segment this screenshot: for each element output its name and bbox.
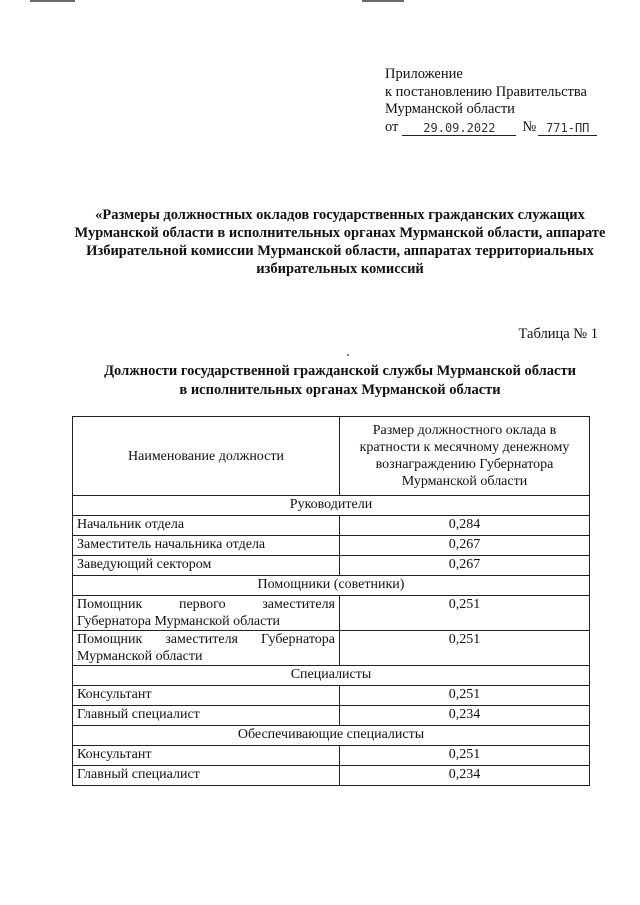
salary-ratio: 0,284 xyxy=(340,516,590,536)
table-subtitle-line-1: Должности государственной гражданской службы Мурманской области xyxy=(104,363,576,379)
appendix-line-3: Мурманской области xyxy=(385,101,515,117)
salary-ratio: 0,251 xyxy=(340,596,590,631)
salary-ratio: 0,234 xyxy=(340,766,590,786)
table-row xyxy=(73,556,590,576)
position-name: Помощник заместителя Губернатора Мурманской области xyxy=(73,631,340,666)
number-prefix: № xyxy=(522,118,537,135)
table-row xyxy=(73,631,590,666)
header-position-name: Наименование должности xyxy=(73,417,340,496)
document-title: «Размеры должностных окладов государственных гражданских служащих Мурманской области в исполнительных органах Мурманской области, аппарате Избирательной комиссии Мурманской области, аппаратах территориальных избирательных комиссий xyxy=(74,207,606,277)
position-name: Главный специалист xyxy=(73,766,340,786)
appendix-line-2: к постановлению Правительства xyxy=(385,83,587,100)
salary-table xyxy=(72,416,590,786)
salary-ratio: 0,234 xyxy=(340,706,590,726)
position-name: Главный специалист xyxy=(73,706,340,726)
table-subtitle-line-2: в исполнительных органах Мурманской области xyxy=(179,382,501,398)
table-row xyxy=(73,536,590,556)
table-subtitle xyxy=(70,362,610,400)
position-name: Консультант xyxy=(73,746,340,766)
table-row xyxy=(73,686,590,706)
table-row xyxy=(73,596,590,631)
group-title-specialists: Специалисты xyxy=(73,666,590,686)
table-row xyxy=(73,706,590,726)
table-header-row xyxy=(73,417,590,496)
table-label: Таблица № 1 xyxy=(518,326,598,342)
number-stamp: 771-ПП xyxy=(538,121,597,136)
group-row xyxy=(73,726,590,746)
salary-ratio: 0,267 xyxy=(340,556,590,576)
date-stamp: 29.09.2022 xyxy=(402,121,516,136)
position-name: Заместитель начальника отдела xyxy=(73,536,340,556)
table-row xyxy=(73,766,590,786)
position-name: Консультант xyxy=(73,686,340,706)
group-title-assistants: Помощники (советники) xyxy=(73,576,590,596)
salary-ratio: 0,251 xyxy=(340,746,590,766)
appendix-block xyxy=(385,66,597,136)
salary-ratio: 0,267 xyxy=(340,536,590,556)
salary-ratio: 0,251 xyxy=(340,631,590,666)
position-name: Помощник первого заместителя Губернатора Мурманской области xyxy=(73,596,340,631)
table-row xyxy=(73,516,590,536)
scan-speck xyxy=(347,354,349,356)
group-title-support-specialists: Обеспечивающие специалисты xyxy=(73,726,590,746)
salary-ratio: 0,251 xyxy=(340,686,590,706)
header-salary-ratio: Размер должностного оклада в кратности к месячному денежному вознаграждению Губернатора Мурманской области xyxy=(340,417,590,496)
position-name: Заведующий сектором xyxy=(73,556,340,576)
scan-edge-mark-right xyxy=(362,0,404,2)
scan-edge-mark-left xyxy=(30,0,75,2)
appendix-date-number-row xyxy=(385,119,597,137)
group-row xyxy=(73,576,590,596)
table-row xyxy=(73,746,590,766)
group-row xyxy=(73,496,590,516)
group-row xyxy=(73,666,590,686)
group-title-managers: Руководители xyxy=(73,496,590,516)
position-name: Начальник отдела xyxy=(73,516,340,536)
appendix-line-1: Приложение xyxy=(385,66,463,82)
date-prefix: от xyxy=(385,118,399,135)
